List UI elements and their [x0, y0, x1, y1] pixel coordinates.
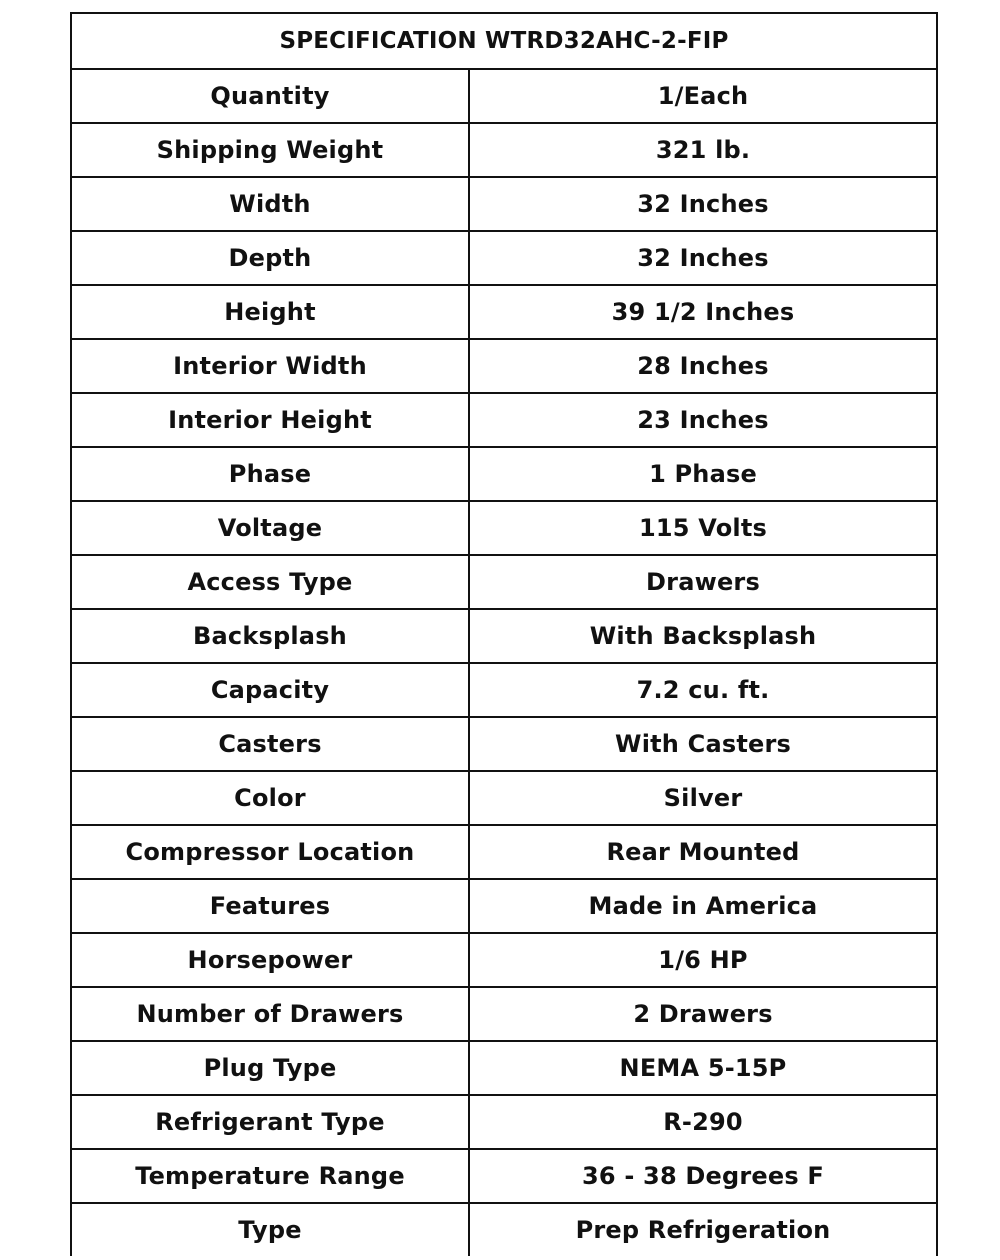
table-row: [71, 717, 937, 771]
spec-value: 28 Inches: [469, 339, 937, 393]
spec-label: Temperature Range: [71, 1149, 469, 1203]
table-row: [71, 879, 937, 933]
spec-label: Shipping Weight: [71, 123, 469, 177]
spec-value: Made in America: [469, 879, 937, 933]
table-row: [71, 447, 937, 501]
table-row: [71, 1149, 937, 1203]
table-row: [71, 1203, 937, 1256]
table-header-row: [71, 13, 937, 69]
table-row: [71, 69, 937, 123]
spec-label: Compressor Location: [71, 825, 469, 879]
table-row: [71, 339, 937, 393]
spec-label: Casters: [71, 717, 469, 771]
table-row: [71, 1095, 937, 1149]
spec-label: Access Type: [71, 555, 469, 609]
spec-label: Voltage: [71, 501, 469, 555]
table-row: [71, 285, 937, 339]
spec-value: With Casters: [469, 717, 937, 771]
table-row: [71, 825, 937, 879]
spec-label: Number of Drawers: [71, 987, 469, 1041]
spec-value: 2 Drawers: [469, 987, 937, 1041]
spec-label: Interior Width: [71, 339, 469, 393]
specification-table: [70, 12, 938, 1256]
spec-value: R-290: [469, 1095, 937, 1149]
spec-value: With Backsplash: [469, 609, 937, 663]
spec-value: 1/6 HP: [469, 933, 937, 987]
table-title: SPECIFICATION WTRD32AHC-2-FIP: [71, 13, 937, 69]
spec-label: Quantity: [71, 69, 469, 123]
table-row: [71, 663, 937, 717]
spec-label: Height: [71, 285, 469, 339]
spec-value: 23 Inches: [469, 393, 937, 447]
table-row: [71, 933, 937, 987]
spec-label: Capacity: [71, 663, 469, 717]
table-row: [71, 501, 937, 555]
table-row: [71, 123, 937, 177]
spec-value: Drawers: [469, 555, 937, 609]
spec-value: 32 Inches: [469, 177, 937, 231]
spec-label: Type: [71, 1203, 469, 1256]
spec-value: Prep Refrigeration: [469, 1203, 937, 1256]
table-row: [71, 609, 937, 663]
table-row: [71, 393, 937, 447]
spec-value: 1/Each: [469, 69, 937, 123]
spec-label: Refrigerant Type: [71, 1095, 469, 1149]
spec-label: Interior Height: [71, 393, 469, 447]
table-row: [71, 177, 937, 231]
spec-value: 1 Phase: [469, 447, 937, 501]
spec-label: Phase: [71, 447, 469, 501]
spec-value: NEMA 5-15P: [469, 1041, 937, 1095]
table-row: [71, 987, 937, 1041]
spec-value: Silver: [469, 771, 937, 825]
spec-label: Color: [71, 771, 469, 825]
table-body: [71, 69, 937, 1256]
spec-label: Depth: [71, 231, 469, 285]
spec-value: 321 lb.: [469, 123, 937, 177]
table-row: [71, 231, 937, 285]
table-row: [71, 555, 937, 609]
spec-value: 39 1/2 Inches: [469, 285, 937, 339]
spec-value: 32 Inches: [469, 231, 937, 285]
table-row: [71, 1041, 937, 1095]
spec-label: Plug Type: [71, 1041, 469, 1095]
spec-value: 115 Volts: [469, 501, 937, 555]
table-row: [71, 771, 937, 825]
spec-label: Width: [71, 177, 469, 231]
spec-label: Horsepower: [71, 933, 469, 987]
spec-value: 36 - 38 Degrees F: [469, 1149, 937, 1203]
spec-label: Backsplash: [71, 609, 469, 663]
spec-value: Rear Mounted: [469, 825, 937, 879]
spec-value: 7.2 cu. ft.: [469, 663, 937, 717]
spec-label: Features: [71, 879, 469, 933]
